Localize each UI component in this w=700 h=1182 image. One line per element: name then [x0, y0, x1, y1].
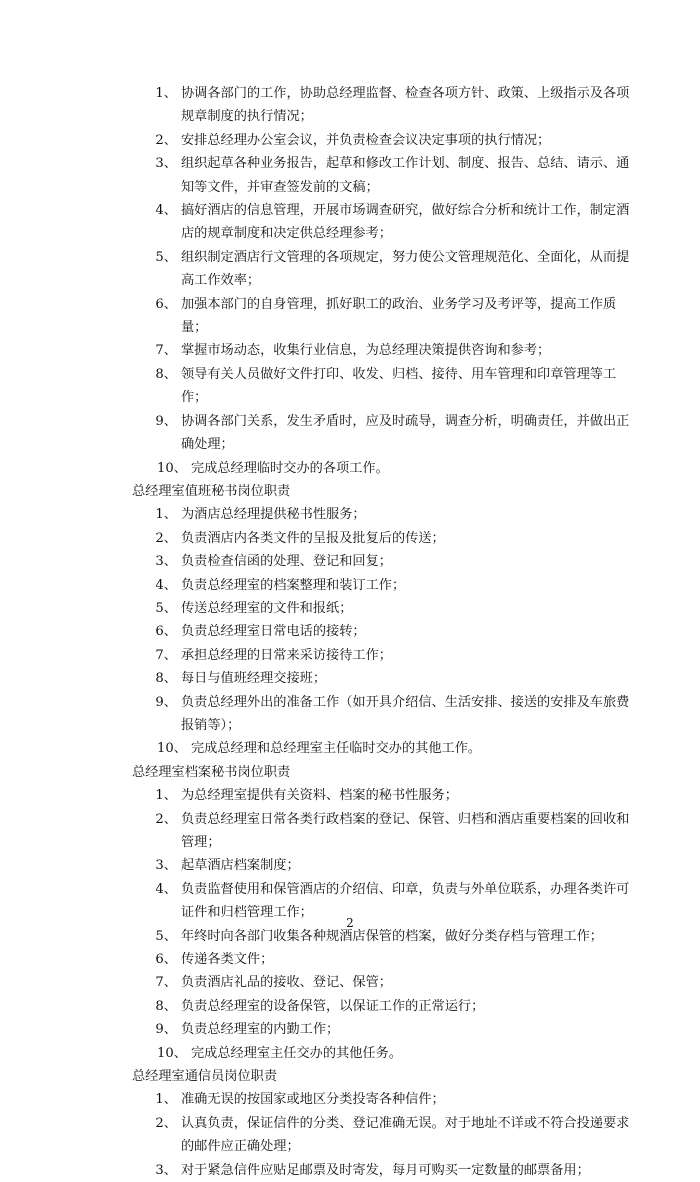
list-item	[132, 82, 632, 129]
item-text: 协调各部门的工作，协助总经理监督、检查各项方针、政策、上级指示及各项规章制度的执行情况；	[181, 86, 630, 125]
list-item	[132, 620, 632, 643]
item-number: 6、	[155, 624, 177, 640]
page-number: 2	[346, 916, 354, 930]
item-text: 对于紧急信件应贴足邮票及时寄发，每月可购买一定数量的邮票备用；	[181, 1162, 590, 1178]
item-number: 3、	[155, 1162, 177, 1178]
item-number: 2、	[155, 811, 177, 827]
section-archive-secretary	[132, 761, 632, 1065]
list-item	[132, 691, 632, 738]
item-text: 每日与值班经理交接班；	[181, 671, 327, 687]
item-text: 完成总经理临时交办的各项工作。	[191, 460, 389, 476]
item-text: 掌握市场动态，收集行业信息，为总经理决策提供咨询和参考；	[181, 343, 551, 359]
list-item	[132, 948, 632, 971]
list-item	[132, 737, 632, 760]
list-item	[132, 129, 632, 152]
list-item	[132, 527, 632, 550]
list-item	[132, 152, 632, 199]
item-text: 组织起草各种业务报告，起草和修改工作计划、制度、报告、总结、请示、通知等文件，并审查签发前的文稿；	[181, 156, 630, 195]
item-number: 2、	[155, 1115, 177, 1131]
list-item	[132, 597, 632, 620]
item-text: 为酒店总经理提供秘书性服务；	[181, 507, 366, 523]
item-number: 8、	[155, 998, 177, 1014]
item-text: 领导有关人员做好文件打印、收发、归档、接待、用车管理和印章管理等工作；	[181, 366, 617, 406]
list-item	[132, 1159, 632, 1182]
item-number: 8、	[155, 366, 177, 382]
item-text: 负责总经理室日常各类行政档案的登记、保管、归档和酒店重要档案的回收和管理；	[181, 811, 630, 850]
item-number: 1、	[155, 86, 177, 101]
item-text: 安排总经理办公室会议，并负责检查会议决定事项的执行情况；	[181, 132, 551, 148]
item-text: 完成总经理室主任交办的其他任务。	[191, 1045, 402, 1061]
item-text: 准确无误的按国家或地区分类投寄各种信件；	[181, 1092, 445, 1108]
list-item	[132, 1112, 632, 1159]
section-heading: 总经理室值班秘书岗位职责	[132, 483, 291, 499]
item-text: 承担总经理的日常来采访接待工作；	[181, 647, 392, 663]
list-item	[132, 667, 632, 690]
list-item	[132, 457, 632, 480]
item-number: 4、	[155, 577, 177, 593]
list-item	[132, 808, 632, 855]
item-number: 4、	[155, 203, 177, 219]
item-number: 10、	[157, 741, 187, 757]
list-item	[132, 574, 632, 597]
item-text: 负责监督使用和保管酒店的介绍信、印章，负责与外单位联系，办理各类许可证件和归档管理工作；	[181, 881, 630, 921]
section-messenger	[132, 1065, 632, 1182]
item-number: 5、	[155, 928, 177, 944]
item-number: 8、	[155, 671, 177, 687]
list-item	[132, 199, 632, 246]
item-text: 负责酒店礼品的接收、登记、保管；	[181, 975, 392, 991]
item-number: 5、	[155, 249, 177, 265]
section-duty-secretary	[132, 480, 632, 761]
item-number: 9、	[155, 694, 177, 710]
item-text: 为总经理室提供有关资料、档案的秘书性服务；	[181, 788, 458, 804]
list-item	[132, 1088, 632, 1111]
item-number: 10、	[157, 460, 187, 476]
list-item	[132, 971, 632, 994]
list-item	[132, 1042, 632, 1065]
item-text: 协调各部门关系，发生矛盾时，应及时疏导，调查分析，明确责任，并做出正确处理；	[181, 413, 630, 453]
section-heading: 总经理室档案秘书岗位职责	[132, 764, 291, 780]
item-text: 起草酒店档案制度；	[181, 858, 300, 874]
item-number: 7、	[155, 975, 177, 991]
list-item	[132, 644, 632, 667]
item-number: 3、	[155, 554, 177, 570]
list-item	[132, 293, 632, 340]
document-body	[132, 82, 632, 1182]
item-number: 1、	[155, 1092, 177, 1108]
item-text: 负责总经理室的设备保管，以保证工作的正常运行；	[181, 998, 485, 1014]
item-number: 5、	[155, 600, 177, 616]
item-number: 10、	[157, 1045, 187, 1061]
item-number: 2、	[155, 132, 177, 148]
item-number: 9、	[155, 1022, 177, 1038]
list-item	[132, 854, 632, 877]
item-text: 年终时向各部门收集各种规酒店保管的档案，做好分类存档与管理工作；	[181, 928, 603, 944]
item-text: 负责总经理室的档案整理和装订工作；	[181, 577, 406, 593]
item-text: 负责总经理外出的准备工作（如开具介绍信、生活安排、接送的安排及车旅费报销等）；	[181, 694, 630, 733]
item-number: 2、	[155, 530, 177, 546]
list-item	[132, 550, 632, 573]
item-number: 6、	[155, 952, 177, 967]
section-office-duties	[132, 82, 632, 480]
list-item	[132, 363, 632, 410]
item-text: 完成总经理和总经理室主任临时交办的其他工作。	[191, 741, 482, 757]
item-text: 负责总经理室的内勤工作；	[181, 1022, 340, 1038]
item-number: 1、	[155, 507, 177, 523]
item-number: 4、	[155, 881, 177, 897]
list-item	[132, 503, 632, 526]
item-number: 3、	[155, 156, 177, 172]
list-item	[132, 995, 632, 1018]
item-text: 传递各类文件；	[181, 952, 274, 967]
item-number: 6、	[155, 296, 177, 312]
list-item	[132, 1018, 632, 1041]
item-text: 加强本部门的自身管理，抓好职工的政治、业务学习及考评等，提高工作质量；	[181, 296, 617, 336]
item-text: 负责酒店内各类文件的呈报及批复后的传送；	[181, 530, 445, 546]
list-item	[132, 410, 632, 457]
item-text: 负责总经理室日常电话的接转；	[181, 624, 366, 640]
list-item	[132, 246, 632, 293]
list-item	[132, 339, 632, 362]
item-text: 认真负责，保证信件的分类、登记准确无误。对于地址不详或不符合投递要求的邮件应正确处理；	[181, 1115, 630, 1155]
section-heading: 总经理室通信员岗位职责	[132, 1069, 278, 1085]
list-item	[132, 784, 632, 807]
item-number: 3、	[155, 858, 177, 874]
item-number: 9、	[155, 413, 177, 429]
item-number: 7、	[155, 647, 177, 663]
item-text: 传送总经理室的文件和报纸；	[181, 600, 353, 616]
item-number: 7、	[155, 343, 177, 359]
item-text: 组织制定酒店行文管理的各项规定，努力使公文管理规范化、全面化，从而提高工作效率；	[181, 249, 630, 289]
item-text: 负责检查信函的处理、登记和回复；	[181, 554, 392, 570]
item-text: 搞好酒店的信息管理，开展市场调查研究，做好综合分析和统计工作，制定酒店的规章制度和决定供总经理参考；	[181, 203, 630, 242]
item-number: 1、	[155, 788, 177, 804]
